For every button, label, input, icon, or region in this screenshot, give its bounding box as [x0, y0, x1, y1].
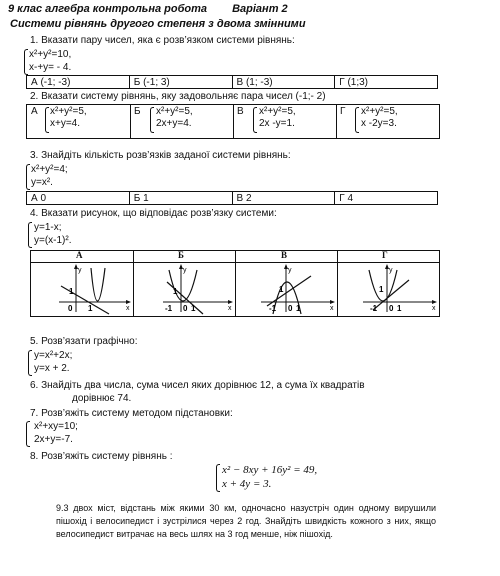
svg-text:y: y — [389, 267, 393, 274]
q4-graph-a-label[interactable]: А — [76, 250, 83, 260]
svg-text:x: x — [126, 305, 130, 312]
q1-eq2: x-+y= - 4. — [29, 62, 72, 73]
q4-graph-b-label[interactable]: Б — [178, 250, 184, 260]
q3-brace — [26, 164, 30, 190]
q4-graph-a[interactable] — [31, 262, 132, 315]
q4-brace — [28, 222, 32, 248]
svg-text:0: 0 — [183, 304, 188, 313]
q2-option-c[interactable]: x²+y²=5, 2x -y=1. — [259, 106, 296, 129]
svg-text:-1: -1 — [269, 304, 277, 313]
variant-label: Варіант 2 — [232, 3, 288, 15]
title-text: 9 клас алгебра контрольна робота — [8, 3, 208, 15]
q3-answer-d[interactable]: Г 4 — [335, 192, 438, 205]
q2-option-a[interactable]: x²+y²=5, x+y=4. — [50, 106, 87, 129]
q1-answer-b[interactable]: Б (-1; 3) — [129, 76, 232, 89]
svg-text:-1: -1 — [165, 304, 173, 313]
q3-answer-c[interactable]: В 2 — [232, 192, 335, 205]
q2-text: 2. Вказати систему рівнянь, яку задовольняє пара чисел (-1;- 2) — [30, 91, 326, 102]
q8-system — [222, 463, 317, 491]
svg-text:1: 1 — [379, 285, 384, 294]
svg-text:0: 0 — [389, 304, 394, 313]
svg-text:0: 0 — [288, 304, 293, 313]
q1-system — [29, 48, 71, 74]
q5-eq2: y=x + 2. — [34, 363, 70, 374]
svg-text:0: 0 — [68, 304, 73, 313]
q3-answer-a[interactable]: А 0 — [27, 192, 130, 205]
svg-text:-1: -1 — [370, 304, 378, 313]
page-subtitle: Системи рівнянь другого степеня з двома змінними — [10, 18, 306, 30]
q1-answer-c[interactable]: В (1; -3) — [232, 76, 335, 89]
svg-text:1: 1 — [191, 304, 196, 313]
q4-eq1: y=1-x; — [34, 222, 62, 233]
q4-graph-c[interactable] — [235, 262, 336, 315]
q7-eq1: x²+xy=10; — [34, 421, 78, 432]
q1-text: 1. Вказати пару чисел, яка є розв’язком системи рівнянь: — [30, 35, 295, 46]
q2-option-d-letter[interactable]: Г — [340, 106, 346, 117]
q4-system — [34, 221, 72, 247]
q2-option-b-letter[interactable]: Б — [134, 106, 141, 117]
q3-system — [31, 163, 68, 189]
svg-text:y: y — [183, 267, 187, 274]
svg-text:x: x — [330, 305, 334, 312]
q2-option-d[interactable]: x²+y²=5, x -2y=3. — [361, 106, 398, 129]
q8-brace — [216, 464, 220, 492]
q4-graph-b[interactable] — [133, 262, 234, 315]
q5-eq1: y=x²+2x; — [34, 350, 73, 361]
q2-option-a-letter[interactable]: А — [31, 106, 38, 117]
svg-text:1: 1 — [397, 304, 402, 313]
q1-answer-d[interactable]: Г (1;3) — [335, 76, 438, 89]
svg-text:1: 1 — [88, 304, 93, 313]
q4-graph-c-label[interactable]: В — [281, 250, 288, 260]
q1-answer-a[interactable]: А (-1; -3) — [27, 76, 130, 89]
q2-option-c-letter[interactable]: В — [237, 106, 244, 117]
q4-graph-d-label[interactable]: Г — [382, 250, 388, 260]
q7-brace — [26, 421, 30, 447]
q6-text: 6. Знайдіть два числа, сума чисел яких дорівнює 12, а сума їх квадратів — [30, 380, 365, 391]
q8-text: 8. Розв’яжіть систему рівнянь : — [30, 451, 173, 462]
q8-eq2: x + 4y = 3. — [222, 478, 272, 490]
q4-graph-d[interactable] — [337, 262, 438, 315]
svg-text:1: 1 — [279, 285, 284, 294]
svg-text:x: x — [432, 305, 436, 312]
q5-text: 5. Розв’язати графічно: — [30, 336, 138, 347]
q3-text: 3. Знайдіть кількість розв’язків заданої системи рівнянь: — [30, 150, 291, 161]
q4-eq2: y=(x-1)². — [34, 235, 72, 246]
svg-text:1: 1 — [69, 287, 74, 296]
q3-eq1: x²+y²=4; — [31, 164, 68, 175]
q8-eq1: x² − 8xy + 16y² = 49, — [222, 464, 318, 476]
q3-eq2: y=x². — [31, 177, 53, 188]
q7-system — [34, 420, 78, 446]
q7-eq2: 2x+y=-7. — [34, 434, 73, 445]
svg-text:1: 1 — [173, 287, 178, 296]
q1-answer-table — [26, 75, 438, 89]
svg-text:y: y — [78, 267, 82, 274]
q6-text-cont: дорівнює 74. — [72, 393, 132, 404]
q5-system — [34, 349, 72, 375]
svg-text:x: x — [228, 305, 232, 312]
q2-option-b[interactable]: x²+y²=5, 2x+y=4. — [156, 106, 193, 129]
svg-text:1: 1 — [296, 304, 301, 313]
q5-brace — [28, 350, 32, 376]
q9-3-problem: 9.3 двох міст, відстань між якими 30 км, одночасно назустріч один одному вирушили пішохід і велосипедист і зустрілися через 2 год. Знайдіть швидкість кожного з них, якщо велосипедист витрачає на весь шлях на 3 год менше, ніж пішохід. — [56, 503, 436, 539]
svg-text:y: y — [288, 267, 292, 274]
q1-brace — [24, 49, 28, 75]
q4-text: 4. Вказати рисунок, що відповідає розв’язку системи: — [30, 208, 277, 219]
q1-eq1: x²+y²=10, — [29, 49, 72, 60]
q7-text: 7. Розв’яжіть систему методом підстановки: — [30, 408, 233, 419]
page-title — [8, 3, 288, 15]
q3-answer-table — [26, 191, 438, 205]
q3-answer-b[interactable]: Б 1 — [129, 192, 232, 205]
